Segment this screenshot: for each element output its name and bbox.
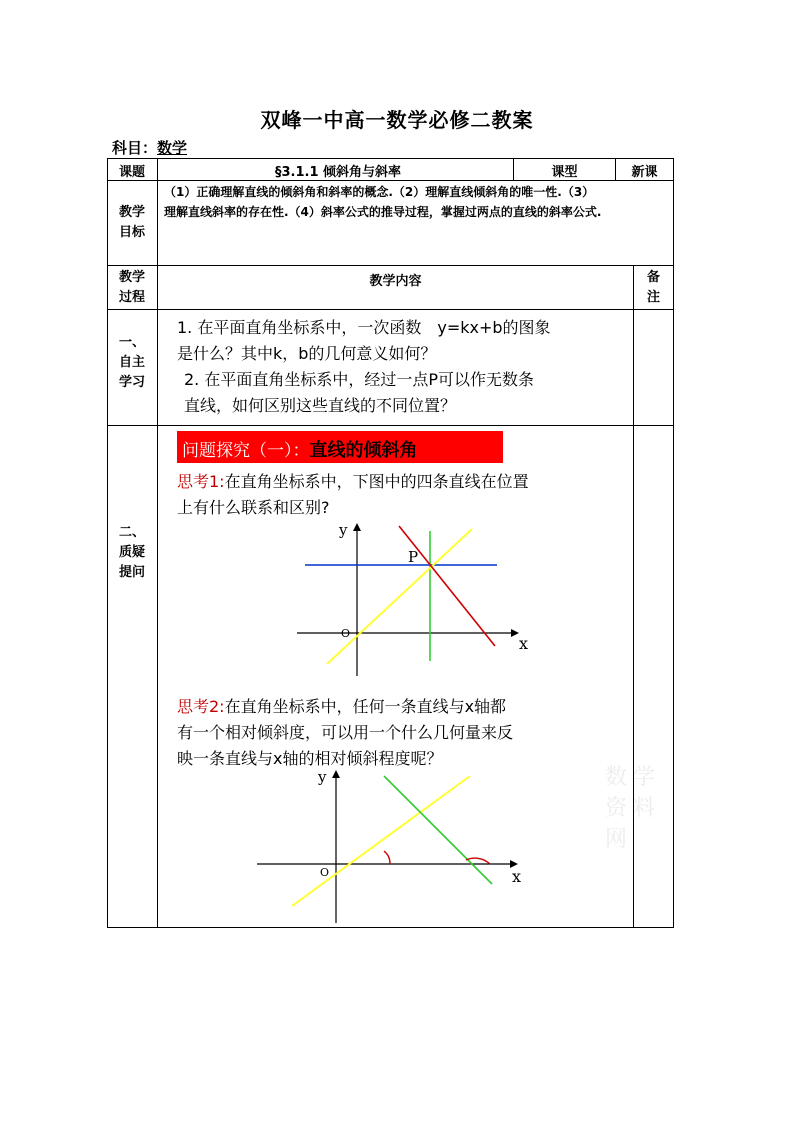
question-1-line: 是什么？其中k，b的几何意义如何？ [177,344,437,363]
point-p-label: P [408,548,419,566]
subject-line [112,137,187,158]
section2-label-line: 提问 [118,565,145,580]
question-2 [184,367,534,419]
goals-label-line: 教学 [118,205,145,220]
x-axis-label: x [512,867,522,886]
banner-part1: 问题探究（一）： [182,441,310,461]
lesson-table [107,158,674,927]
inquiry-banner [177,431,503,463]
angle-arc-acute [384,851,390,864]
origin-label: O [320,866,330,879]
goals-text [164,182,672,222]
question-1 [177,315,551,367]
falling-line [384,776,492,884]
think-2-line: 映一条直线与x轴的相对倾斜程度呢？ [177,749,443,768]
y-axis-arrow [332,770,340,778]
think-1-label: 思考1: [177,472,225,491]
question-2-line: 直线，如何区别这些直线的不同位置？ [184,396,457,415]
think-2 [177,694,513,772]
subject-value: 数学 [157,139,188,157]
table-rule [107,180,674,181]
y-axis-label: y [339,521,348,539]
topic-label: 课题 [118,165,145,180]
notes-label-line: 注 [646,290,660,305]
process-label-line: 过程 [118,290,145,305]
notes-label [634,268,673,308]
content-label: 教学内容 [369,274,422,289]
falling-line [399,526,495,646]
section2-label-line: 质疑 [118,545,145,560]
banner-text [182,436,418,462]
think-1-line: 上有什么联系和区别? [177,498,330,517]
page-title: 双峰一中高一数学必修二教案 [260,108,534,132]
process-label [107,268,157,308]
think-1-line [177,469,529,495]
x-axis-label: x [519,634,529,653]
table-border-top [107,158,674,159]
topic-value: §3.1.1 倾斜角与斜率 [275,165,402,180]
type-label: 课型 [551,165,578,180]
subject-label: 科目： [112,139,158,157]
table-rule [107,425,674,426]
banner-part2: 直线的倾斜角 [309,440,418,461]
process-label-line: 教学 [118,270,145,285]
y-axis-label: y [318,768,327,786]
table-rule [107,265,674,266]
section1-label-line: 一、 [118,335,145,350]
section2-label-line: 二、 [118,525,145,540]
question-2-line: 2. 在平面直角坐标系中，经过一点P可以作无数条 [184,370,535,389]
rising-line [327,529,472,664]
figure-four-lines [297,521,527,681]
x-axis-arrow [511,629,519,637]
section1-label [107,333,157,393]
think-2-text: 在直角坐标系中，任何一条直线与x轴都 [224,697,507,716]
goals-line: （1）正确理解直线的倾斜角和斜率的概念.（2）理解直线倾斜角的唯一性.（3） [164,185,595,199]
figure-inclination [252,768,532,928]
goals-line: 理解直线斜率的存在性.（4）斜率公式的推导过程，掌握过两点的直线的斜率公式. [164,205,602,219]
think-2-label: 思考2: [177,697,225,716]
origin-label: O [341,627,351,640]
think-1 [177,469,529,521]
watermark: 数学资料网 [605,765,662,852]
section2-label [107,523,157,583]
table-rule [107,309,674,310]
rising-line [292,776,470,906]
think-1-text: 在直角坐标系中，下图中的四条直线在位置 [224,472,529,491]
y-axis-arrow [353,523,361,531]
goals-label-line: 目标 [118,225,145,240]
notes-label-line: 备 [646,270,660,285]
think-2-line [177,694,513,720]
think-2-line: 有一个相对倾斜度，可以用一个什么几何量来反 [177,723,514,742]
question-1-line: 1. 在平面直角坐标系中，一次函数 y=kx+b的图象 [177,318,551,337]
section1-label-line: 学习 [118,375,145,390]
goals-label [107,203,157,243]
section1-label-line: 自主 [118,355,145,370]
type-value: 新课 [631,165,658,180]
